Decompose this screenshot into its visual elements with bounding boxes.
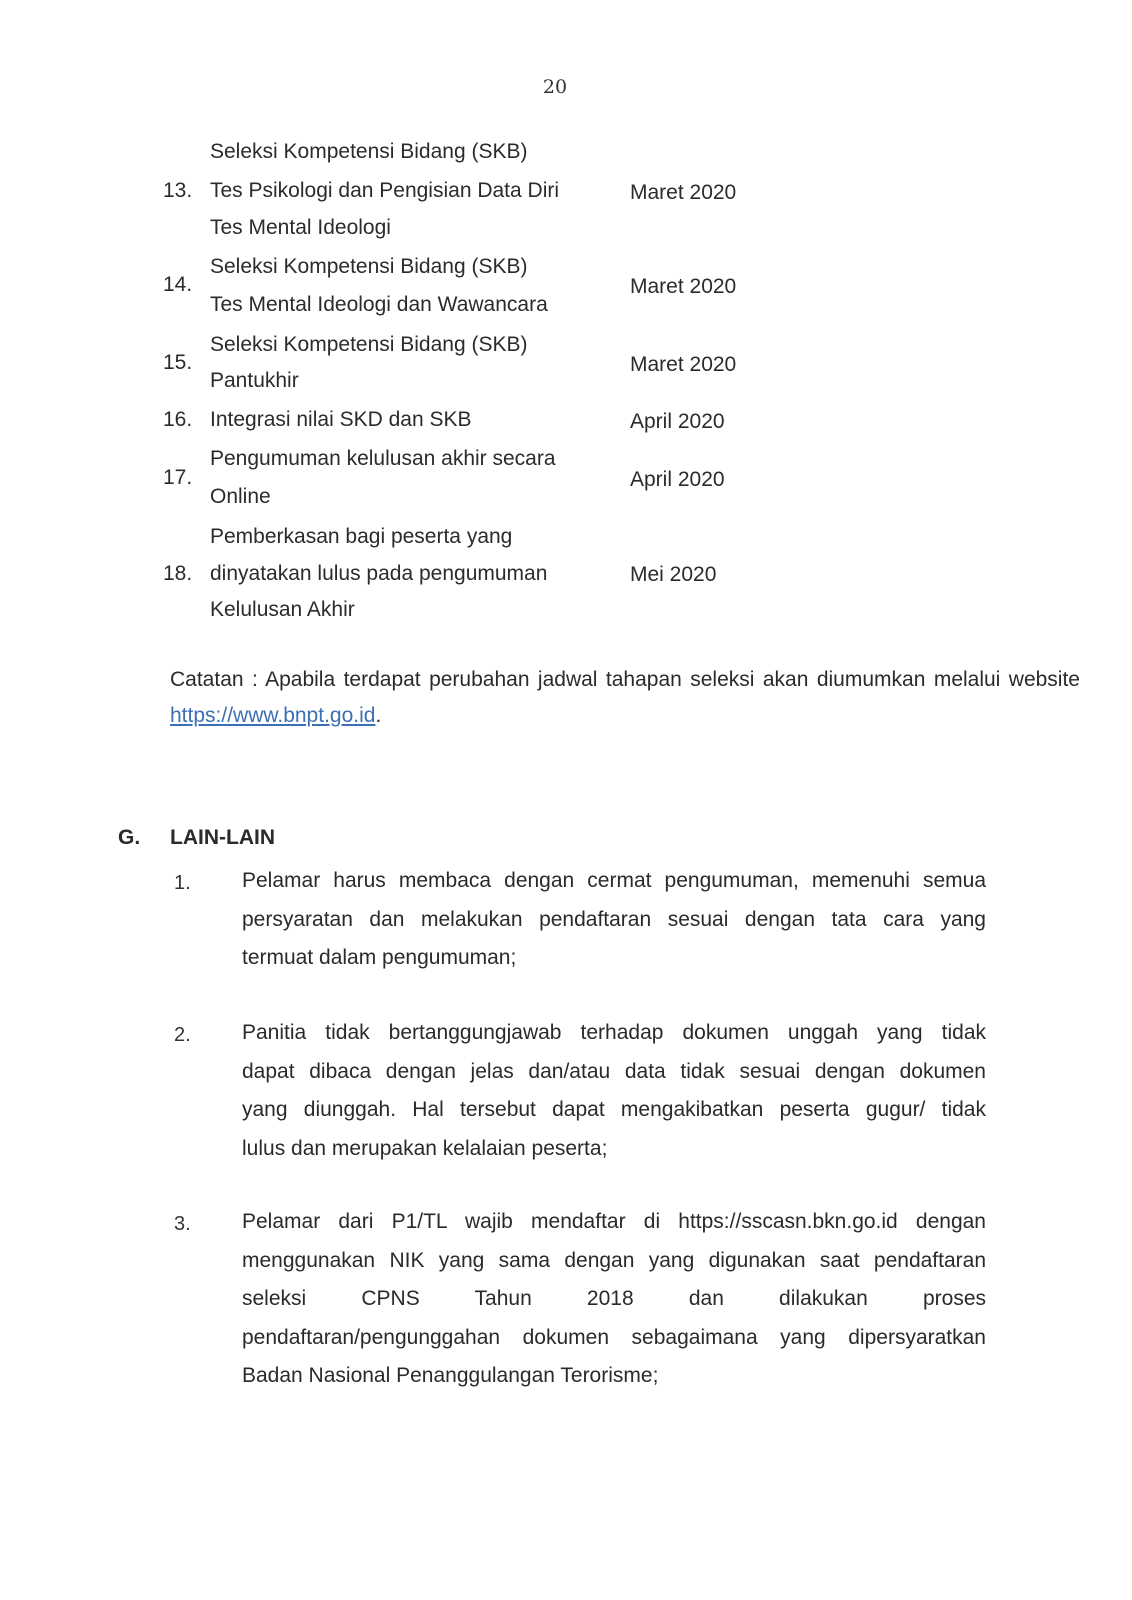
row-activity-line: dinyatakan lulus pada pengumuman <box>210 562 548 585</box>
schedule-carry-line: Seleksi Kompetensi Bidang (SKB) <box>210 140 528 163</box>
row-number: 13. <box>163 179 193 202</box>
row-date: Maret 2020 <box>630 275 737 298</box>
row-date: Maret 2020 <box>630 181 737 204</box>
note-text: Catatan : Apabila terdapat perubahan jadwal tahapan seleksi akan diumumkan melalui website <box>170 668 1080 691</box>
row-activity-line: Kelulusan Akhir <box>210 598 355 621</box>
section-title: LAIN-LAIN <box>170 826 275 849</box>
item-line: Pelamar dari P1/TL wajib mendaftar di https://sscasn.bkn.go.id dengan <box>242 1210 986 1233</box>
item-text <box>242 1014 986 1168</box>
row-number: 14. <box>163 273 193 296</box>
row-activity-line: Integrasi nilai SKD dan SKB <box>210 408 472 431</box>
row-activity-line: Pengumuman kelulusan akhir secara <box>210 447 556 470</box>
row-date: April 2020 <box>630 468 725 491</box>
item-line: pendaftaran/pengunggahan dokumen sebagaimana yang dipersyaratkan <box>242 1325 986 1349</box>
row-date: Maret 2020 <box>630 353 737 376</box>
row-activity-line: Tes Mental Ideologi dan Wawancara <box>210 293 548 316</box>
note-end: . <box>375 704 382 727</box>
item-line: Panitia tidak bertanggungjawab terhadap dokumen unggah yang tidak <box>242 1021 986 1044</box>
item-number: 3. <box>174 1213 191 1235</box>
item-number: 2. <box>174 1024 191 1046</box>
item-line: Pelamar harus membaca dengan cermat pengumuman, memenuhi semua <box>242 869 986 892</box>
row-activity-line: Pemberkasan bagi peserta yang <box>210 525 513 548</box>
item-line: termuat dalam pengumuman; <box>242 946 517 969</box>
row-date: April 2020 <box>630 410 725 433</box>
page-number: 20 <box>542 76 568 98</box>
row-number: 16. <box>163 408 193 431</box>
item-text <box>242 862 986 978</box>
item-line: seleksi CPNS Tahun 2018 dan dilakukan proses <box>242 1287 986 1310</box>
row-activity-line: Seleksi Kompetensi Bidang (SKB) <box>210 333 528 356</box>
item-line: menggunakan NIK yang sama dengan yang digunakan saat pendaftaran <box>242 1248 986 1272</box>
bnpt-website-link[interactable]: https://www.bnpt.go.id <box>170 704 376 727</box>
item-line: lulus dan merupakan kelalaian peserta; <box>242 1136 608 1160</box>
row-number: 15. <box>163 351 193 374</box>
section-letter: G. <box>118 826 141 849</box>
item-line: yang diunggah. Hal tersebut dapat mengakibatkan peserta gugur/ tidak <box>242 1098 986 1121</box>
row-activity-line: Online <box>210 485 271 508</box>
schedule-note <box>170 662 1080 734</box>
row-number: 17. <box>163 466 193 489</box>
item-line: Badan Nasional Penanggulangan Terorisme; <box>242 1364 659 1387</box>
row-number: 18. <box>163 562 193 585</box>
item-text <box>242 1203 986 1396</box>
row-activity-line: Seleksi Kompetensi Bidang (SKB) <box>210 255 528 278</box>
item-line: persyaratan dan melakukan pendaftaran sesuai dengan tata cara yang <box>242 907 986 931</box>
row-activity-line: Pantukhir <box>210 369 299 392</box>
item-number: 1. <box>174 872 191 894</box>
row-activity-line: Tes Psikologi dan Pengisian Data Diri <box>210 179 560 202</box>
row-date: Mei 2020 <box>630 563 717 586</box>
item-line: dapat dibaca dengan jelas dan/atau data tidak sesuai dengan dokumen <box>242 1059 986 1083</box>
row-activity-line: Tes Mental Ideologi <box>210 216 391 239</box>
